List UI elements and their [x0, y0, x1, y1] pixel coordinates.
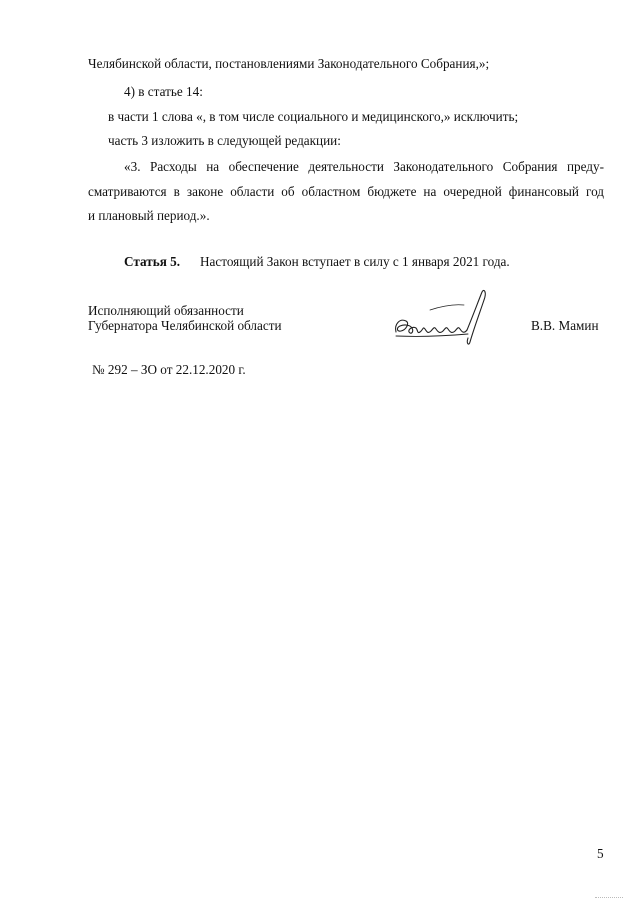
- page-number: 5: [597, 846, 604, 861]
- body-line-3: в части 1 слова «, в том числе социального и медицинского,» исключить;: [108, 109, 519, 124]
- handwritten-signature-icon: [390, 288, 490, 348]
- body-line-7: и плановый период.».: [88, 208, 210, 223]
- body-line-6: сматриваются в законе области об областном бюджете на очередной финансовый год: [88, 184, 604, 199]
- scan-artifact: [595, 897, 623, 899]
- law-reference: № 292 – ЗО от 22.12.2020 г.: [92, 362, 246, 377]
- body-line-2: 4) в статье 14:: [124, 84, 203, 99]
- body-line-1: Челябинской области, постановлениями Законодательного Собрания,»;: [88, 56, 490, 71]
- article-label: Статья 5.: [124, 254, 181, 269]
- body-line-5: «3. Расходы на обеспечение деятельности Законодательного Собрания преду-: [124, 159, 604, 174]
- body-line-4: часть 3 изложить в следующей редакции:: [108, 133, 341, 148]
- signatory-title-line-2: Губернатора Челябинской области: [88, 318, 282, 333]
- signatory-name: В.В. Мамин: [531, 318, 599, 333]
- signatory-title-line-1: Исполняющий обязанности: [88, 303, 244, 318]
- article-text: Настоящий Закон вступает в силу с 1 января 2021 года.: [200, 254, 510, 269]
